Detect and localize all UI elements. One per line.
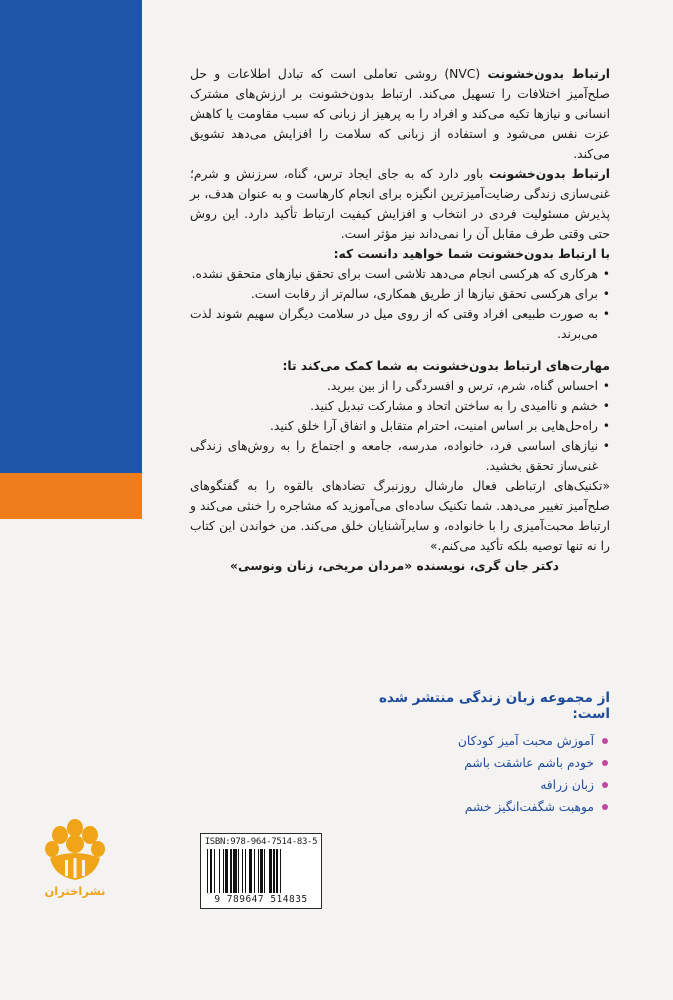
list-item: • خشم و ناامیدی را به ساختن اتحاد و مشارکت تبدیل کنید. <box>190 396 610 416</box>
barcode-bar <box>238 849 239 893</box>
barcode-bars-icon <box>207 849 315 893</box>
isbn-barcode <box>200 833 322 909</box>
list-item: • به صورت طبیعی افراد وقتی که از روی میل در سلامت دیگران سهیم شوند لذت می‌برند. <box>190 304 610 344</box>
barcode-bar <box>207 849 208 893</box>
list-item: • برای هرکسی تحقق نیازها از طریق همکاری، سالم‌تر از رقابت است. <box>190 284 610 304</box>
barcode-bar <box>230 849 231 893</box>
barcode-bar <box>260 849 263 893</box>
series-item: آموزش محبت آمیز کودکان <box>360 730 610 752</box>
series-item: موهبت شگفت‌انگیز خشم <box>360 796 610 818</box>
quote-author: دکتر جان گری، نویسنده «مردان مریخی، زنان ونوسی» <box>230 559 559 573</box>
barcode-bar <box>242 849 243 893</box>
section1-heading: با ارتباط بدون‌خشونت شما خواهید دانست که: <box>333 247 610 261</box>
list-item: • نیازهای اساسی فرد، خانواده، مدرسه، جامعه و اجتماع را به روش‌های زندگی غنی‌ساز تحقق بخشید. <box>190 436 610 476</box>
section2-list <box>190 376 610 476</box>
intro-p2-bold: ارتباط بدون‌خشونت <box>489 167 610 181</box>
series-item: زبان زرافه <box>360 774 610 796</box>
section1-list <box>190 264 610 344</box>
barcode-bar <box>245 849 246 893</box>
isbn-label: ISBN:978-964-7514-83-5 <box>204 837 318 847</box>
barcode-bar <box>264 849 265 893</box>
barcode-bar <box>219 849 220 893</box>
orange-stripe <box>0 473 142 519</box>
list-item: • راه‌حل‌هایی بر اساس امنیت، احترام متقابل و اتفاق آرا خلق کنید. <box>190 416 610 436</box>
description-column <box>190 64 610 576</box>
intro-p1-bold: ارتباط بدون‌خشونت <box>487 67 610 81</box>
isbn-digits: 9 789647 514835 <box>214 894 308 905</box>
barcode-bar <box>254 849 255 893</box>
barcode-bar <box>249 849 253 893</box>
barcode-bar <box>276 849 279 893</box>
barcode-bar <box>210 849 213 893</box>
barcode-bar <box>223 849 224 893</box>
intro-p1-text: (NVC) روشی تعاملی است که تبادل اطلاعات و حل صلح‌آمیز اختلافات را تسهیل می‌کند. ارتباط بدون‌خشونت بر ارزش‌های مشترک انسانی و نیازها تکیه می‌کند و افراد را به پرهیز از زبانی که سبب مقاومت یا کاهش عزت نفس می‌شود و استفاده از زبانی که سلامت را افزایش می‌دهد تشویق می‌کند. <box>190 67 610 161</box>
series-title: از مجموعه زبان زندگی منتشر شده است: <box>378 690 610 722</box>
barcode-bar <box>225 849 228 893</box>
barcode-bar <box>258 849 259 893</box>
section2-heading: مهارت‌های ارتباط بدون‌خشونت به شما کمک می‌کند تا: <box>282 359 610 373</box>
list-item: • احساس گناه، شرم، ترس و افسردگی را از بین ببرید. <box>190 376 610 396</box>
barcode-bar <box>273 849 274 893</box>
barcode-bar <box>214 849 215 893</box>
publisher-name: نشراختران <box>44 884 106 898</box>
series-box <box>360 690 610 818</box>
blue-stripe <box>0 0 142 473</box>
intro-paragraph-2 <box>190 164 610 244</box>
endorsement-quote: «تکنیک‌های ارتباطی فعال مارشال روزنبرگ تضادهای بالقوه را به گفتگوهای صلح‌آمیز تغییر می‌دهد. شما تکنیک ساده‌ای می‌آموزید که مشاجره را خنثی می‌کند و ارتباط محبت‌آمیزی را با خانواده، و سایرآشنایان خلق می‌کند. من خواندن این کتاب را نه تنها توصیه بلکه تأکید می‌کنم.» <box>190 479 610 553</box>
publisher-logo <box>40 818 110 908</box>
list-item: • هرکاری که هرکسی انجام می‌دهد تلاشی است برای تحقق نیازهای متحقق نشده. <box>190 264 610 284</box>
barcode-bar <box>233 849 237 893</box>
intro-paragraph-1 <box>190 64 610 164</box>
intro-p2-text: باور دارد که به جای ایجاد ترس، گناه، سرزنش و شرم؛ غنی‌سازی زندگی رضایت‌آمیزترین انگیزه برای انجام کارهاست و به عنوان هدف، بر پذیرش مسئولیت فردی در انتخاب و افزایش کیفیت ارتباط تأکید دارد. این روش حتی وقتی طرف مقابل آن را نمی‌داند نیز مؤثر است. <box>190 167 610 241</box>
barcode-bar <box>269 849 272 893</box>
publisher-emblem-icon <box>44 818 106 882</box>
series-list <box>360 730 610 818</box>
barcode-bar <box>280 849 281 893</box>
series-item: خودم باشم عاشقت باشم <box>360 752 610 774</box>
